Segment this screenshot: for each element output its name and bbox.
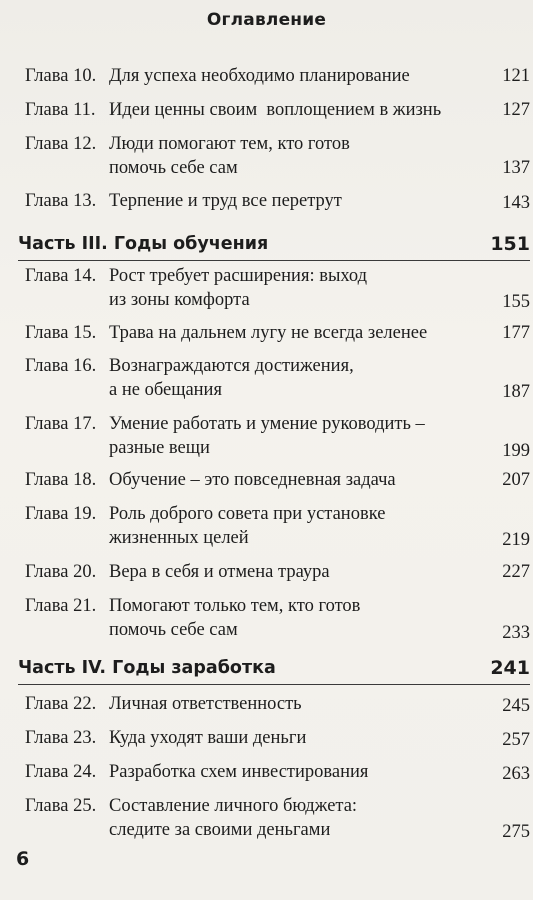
chapter-number: Глава 11. [25, 100, 96, 120]
chapter-title-line: Разработка схем инвестирования [109, 762, 369, 782]
chapter-number: Глава 14. [25, 266, 97, 286]
chapter-title-line: Люди помогают тем, кто готов [109, 134, 350, 154]
part-divider [18, 684, 530, 685]
chapter-title [109, 64, 410, 88]
page-number: 143 [502, 193, 530, 213]
page-number: 199 [502, 441, 530, 461]
chapter-title [109, 189, 342, 213]
chapter-number: Глава 18. [25, 470, 97, 490]
chapter-number: Глава 19. [25, 504, 97, 524]
page-number: 219 [502, 530, 530, 550]
chapter-title [109, 560, 330, 584]
chapter-number: Глава 16. [25, 356, 97, 376]
chapter-title-line: Идеи ценны своим воплощением в жизнь [109, 100, 442, 120]
part-page-number: 241 [490, 657, 530, 679]
chapter-title-line: Обучение – это повседневная задача [109, 470, 396, 490]
chapter-number: Глава 12. [25, 134, 97, 154]
chapter-title [109, 594, 360, 642]
page-header: Оглавление [206, 10, 327, 30]
page-number: 275 [502, 822, 530, 842]
chapter-title [109, 726, 306, 750]
chapter-title-line: следите за своими деньгами [109, 820, 331, 840]
chapter-number: Глава 22. [25, 694, 97, 714]
chapter-title-line: помочь себе сам [109, 158, 238, 178]
chapter-title-line: Вера в себя и отмена траура [109, 562, 330, 582]
chapter-title-line: Составление личного бюджета: [109, 796, 358, 816]
chapter-title [109, 794, 357, 842]
chapter-title [109, 468, 396, 492]
part-divider [18, 260, 530, 261]
chapter-number: Глава 15. [25, 323, 97, 343]
chapter-title-line: Умение работать и умение руководить – [109, 414, 425, 434]
chapter-title-line: Трава на дальнем лугу не всегда зеленее [109, 323, 428, 343]
chapter-title [109, 321, 427, 345]
chapter-title-line: Роль доброго совета при установке [109, 504, 386, 524]
chapter-title [109, 412, 425, 460]
page-number: 127 [502, 100, 530, 120]
chapter-title-line: помочь себе сам [109, 620, 238, 640]
chapter-title-line: жизненных целей [109, 528, 249, 548]
chapter-number: Глава 17. [25, 414, 97, 434]
page-number: 263 [502, 764, 530, 784]
page-number: 233 [502, 623, 530, 643]
chapter-title [109, 98, 441, 122]
part-page-number: 151 [490, 233, 530, 255]
page-number: 207 [502, 470, 530, 490]
chapter-number: Глава 21. [25, 596, 97, 616]
chapter-number: Глава 25. [25, 796, 97, 816]
chapter-title [109, 692, 302, 716]
page-number: 227 [502, 562, 530, 582]
chapter-title-line: Терпение и труд все перетрут [109, 191, 342, 211]
part-title: Часть IV. Годы заработка [18, 658, 276, 678]
chapter-title-line: Куда уходят ваши деньги [109, 728, 307, 748]
chapter-title-line: из зоны комфорта [109, 290, 250, 310]
chapter-number: Глава 24. [25, 762, 97, 782]
chapter-title-line: Личная ответственность [109, 694, 302, 714]
folio-page-number: 6 [16, 848, 30, 870]
page-number: 137 [502, 158, 530, 178]
chapter-title [109, 760, 368, 784]
chapter-number: Глава 23. [25, 728, 97, 748]
page-number: 187 [502, 382, 530, 402]
chapter-number: Глава 13. [25, 191, 97, 211]
chapter-title [109, 132, 350, 180]
chapter-title-line: разные вещи [109, 438, 210, 458]
page-number: 155 [502, 292, 530, 312]
part-title: Часть III. Годы обучения [18, 234, 269, 254]
page-number: 177 [502, 323, 530, 343]
chapter-title [109, 354, 354, 402]
chapter-title-line: Помогают только тем, кто готов [109, 596, 361, 616]
chapter-title-line: Для успеха необходимо планирование [109, 66, 410, 86]
page-number: 245 [502, 696, 530, 716]
chapter-title-line: Вознаграждаются достижения, [109, 356, 354, 376]
page-number: 121 [502, 66, 530, 86]
chapter-number: Глава 20. [25, 562, 97, 582]
chapter-title [109, 264, 367, 312]
chapter-number: Глава 10. [25, 66, 97, 86]
chapter-title [109, 502, 385, 550]
page-number: 257 [502, 730, 530, 750]
chapter-title-line: Рост требует расширения: выход [109, 266, 368, 286]
chapter-title-line: а не обещания [109, 380, 222, 400]
